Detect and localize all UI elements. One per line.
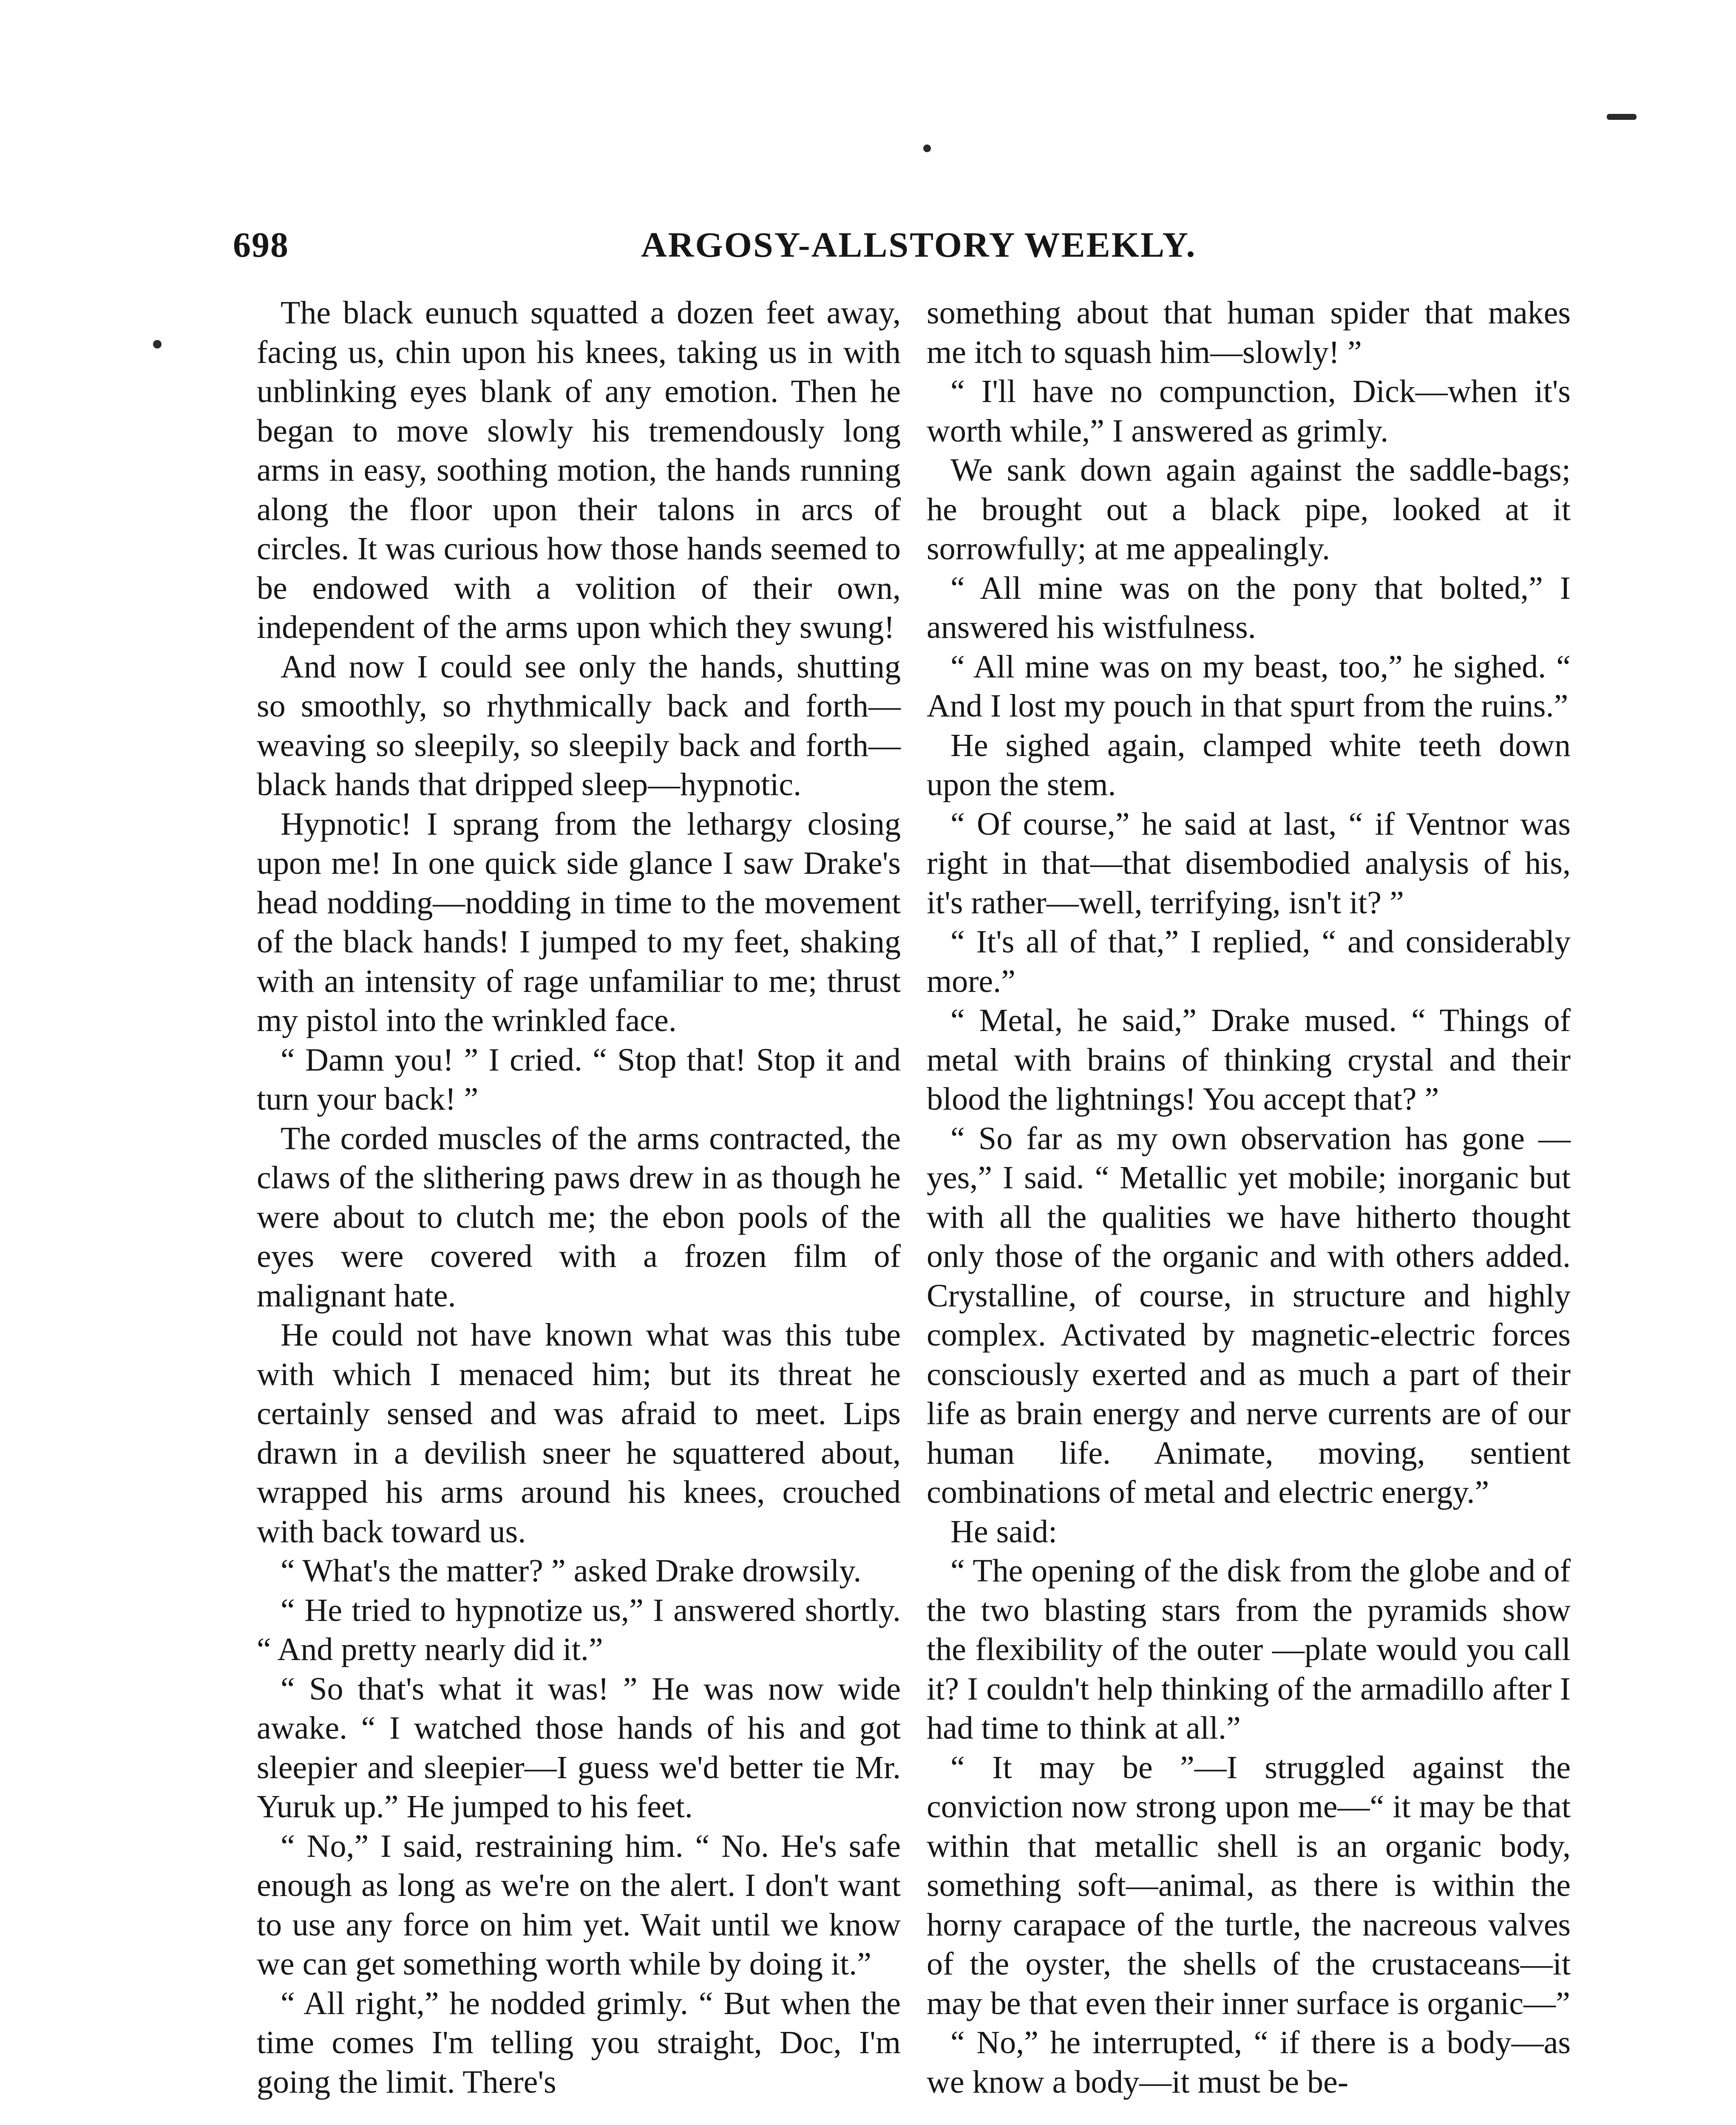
right-column [927, 293, 1571, 2102]
paragraph: “ It may be ”—I struggled against the conviction now strong upon me—“ it may be that within that metallic shell is an organic body, something soft—animal, as there is within the horny carapace of the turtle, the nacreous valves of the oyster, the shells of the crustaceans—it may be that even their inner surface is organic—” [927, 1749, 1571, 2021]
paragraph: “ So that's what it was! ” He was now wide awake. “ I watched those hands of his and got sleepier and sleepier—I guess we'd better tie Mr. Yuruk up.” He jumped to his feet. [257, 1671, 901, 1825]
paragraph: “ The opening of the disk from the globe and of the two blasting stars from the pyramids show the flexibility of the outer —plate would you call it? I couldn't help thinking of the armadillo after I had time to think at all.” [927, 1553, 1571, 1746]
ink-speck [153, 340, 162, 348]
paragraph: “ Of course,” he said at last, “ if Ventnor was right in that—that disembodied analysis of his, it's rather—well, terrifying, isn't it? ” [927, 806, 1571, 921]
paragraph: He said: [950, 1513, 1058, 1550]
running-title: ARGOSY-ALLSTORY WEEKLY. [641, 225, 1197, 265]
page-number: 698 [233, 225, 289, 265]
paragraph: “ He tried to hypnotize us,” I answered shortly. “ And pretty nearly did it.” [257, 1592, 901, 1667]
paragraph: “ It's all of that,” I replied, “ and considerably more.” [927, 924, 1571, 999]
ink-speck [1607, 114, 1637, 120]
paragraph: The black eunuch squatted a dozen feet away, facing us, chin upon his knees, taking us in with unblinking eyes blank of any emotion. Then he began to move slowly his tremendously long arms in easy, soothing motion, the hands running along the floor upon their talons in arcs of circles. It was curious how those hands seemed to be endowed with a volition of their own, independent of the arms upon which they swung! [257, 295, 901, 645]
paragraph: “ All right,” he nodded grimly. “ But when the time comes I'm telling you straight, Doc, I'm going the limit. There's [257, 1985, 901, 2100]
paragraph: He could not have known what was this tube with which I menaced him; but its threat he certainly sensed and was afraid to meet. Lips drawn in a devilish sneer he squattered about, wrapped his arms around his knees, crouched with back toward us. [257, 1317, 901, 1550]
paragraph: “ No,” he interrupted, “ if there is a body—as we know a body—it must be be- [927, 2025, 1571, 2100]
paragraph: “ I'll have no compunction, Dick—when it's worth while,” I answered as grimly. [927, 374, 1571, 449]
paragraph: He sighed again, clamped white teeth down upon the stem. [927, 727, 1571, 802]
page-header [233, 224, 1568, 271]
paragraph: Hypnotic! I sprang from the lethargy closing upon me! In one quick side glance I saw Drake's head nodding—nodding in time to the movement of the black hands! I jumped to my feet, shaking with an intensity of rage unfamiliar to me; thrust my pistol into the wrinkled face. [257, 806, 901, 1038]
paragraph: “ No,” I said, restraining him. “ No. He's safe enough as long as we're on the alert. I don't want to use any force on him yet. Wait until we know we can get something worth while by doing it.” [257, 1828, 901, 1982]
left-column [257, 293, 901, 2102]
paragraph: And now I could see only the hands, shutting so smoothly, so rhythmically back and forth—weaving so sleepily, so sleepily back and forth—black hands that dripped sleep—hypnotic. [257, 649, 901, 802]
paragraph: something about that human spider that makes me itch to squash him—slowly! ” [927, 295, 1571, 370]
paragraph: “ So far as my own observation has gone —yes,” I said. “ Metallic yet mobile; inorganic but with all the qualities we have hitherto thought only those of the organic and with others added. Crystalline, of course, in structure and highly complex. Activated by magnetic-electric forces consciously exerted and as much a part of their life as brain energy and nerve currents are of our human life. Animate, moving, sentient combinations of metal and electric energy.” [927, 1120, 1571, 1510]
paragraph: “ Damn you! ” I cried. “ Stop that! Stop it and turn your back! ” [257, 1042, 901, 1117]
paragraph: “ All mine was on the pony that bolted,” I answered his wistfulness. [927, 570, 1571, 645]
paragraph: “ All mine was on my beast, too,” he sighed. “ And I lost my pouch in that spurt from the ruins.” [927, 649, 1571, 724]
ink-speck [923, 144, 931, 152]
paragraph: “ What's the matter? ” asked Drake drowsily. [281, 1553, 862, 1589]
paragraph: The corded muscles of the arms contracted, the claws of the slithering paws drew in as though he were about to clutch me; the ebon pools of the eyes were covered with a frozen film of malignant hate. [257, 1120, 901, 1314]
paragraph: We sank down again against the saddle-bags; he brought out a black pipe, looked at it sorrowfully; at me appealingly. [927, 452, 1571, 567]
paragraph: “ Metal, he said,” Drake mused. “ Things of metal with brains of thinking crystal and their blood the lightnings! You accept that? ” [927, 1003, 1571, 1117]
